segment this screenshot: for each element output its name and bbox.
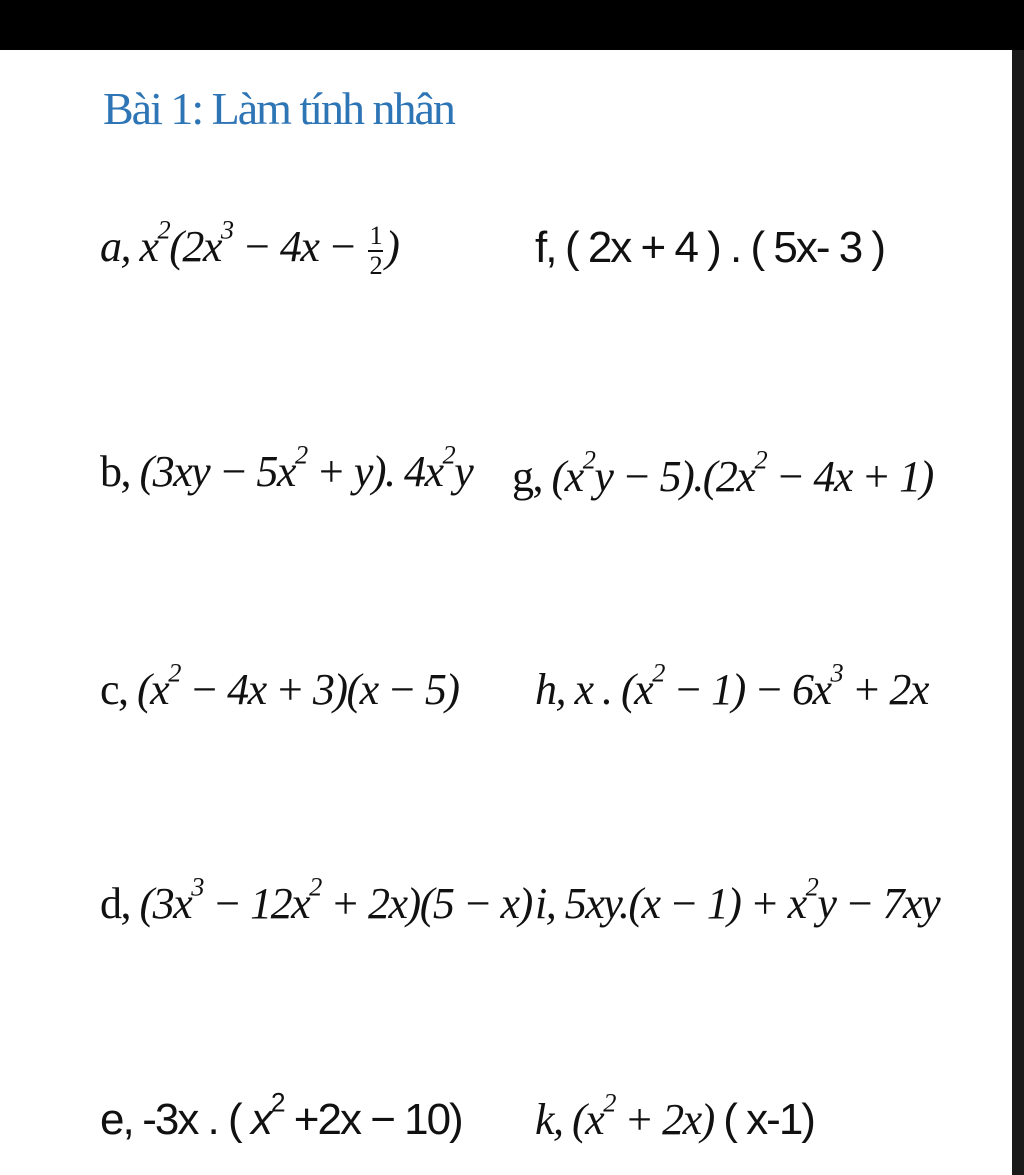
exercise-d xyxy=(100,871,532,928)
exercise-i xyxy=(535,871,940,928)
exercise-d-expression: $(3x^3 - 12x^2 + 2x)(5 - x)$ xyxy=(139,871,532,928)
worksheet-page xyxy=(0,50,1012,1175)
exercise-h-label: h, xyxy=(535,665,565,714)
top-black-bar xyxy=(0,0,1024,50)
exercise-c-label: c, xyxy=(100,665,128,714)
exercise-i-expression: $5xy.(x - 1) + x^2y - 7xy$ xyxy=(564,871,940,928)
exercise-b-expression: $(3xy - 5x^2 + y)$. $4x^2y$ xyxy=(139,439,473,496)
exercise-g xyxy=(512,444,933,501)
exercise-f-expression: ( 2x + 4 ) . ( 5x- 3 ) xyxy=(564,223,885,272)
exercise-k-expression: $(x^2 + 2x)$ ( x-1) xyxy=(572,1087,814,1144)
exercise-g-label: g, xyxy=(512,452,542,501)
exercise-e-label: e, xyxy=(100,1095,133,1144)
exercise-e xyxy=(100,1087,462,1144)
exercise-h xyxy=(535,657,928,714)
exercise-d-label: d, xyxy=(100,879,130,928)
exercise-k xyxy=(535,1087,814,1144)
exercise-a-expression: $x^2(2x^3 - 4x$ − $\frac{1}{2}$ ) xyxy=(139,214,399,280)
exercise-k-label: k, xyxy=(535,1095,563,1144)
exercise-c xyxy=(100,657,459,714)
exercise-a xyxy=(100,214,399,280)
exercise-h-expression: x . $(x^2 - 1) - 6x^3 + 2x$ xyxy=(574,657,928,714)
exercise-f xyxy=(535,223,885,272)
exercise-f-label: f, xyxy=(535,223,556,272)
exercise-c-expression: $(x^2 - 4x + 3)(x - 5)$ xyxy=(137,657,459,714)
exercise-b xyxy=(100,439,473,496)
worksheet-title: Bài 1: Làm tính nhân xyxy=(103,83,454,134)
exercise-i-label: i, xyxy=(535,879,556,928)
exercise-e-expression: -3x . ( $x^2 +2x - 10$) xyxy=(142,1087,462,1144)
exercise-b-label: b, xyxy=(100,447,130,496)
exercise-a-label: a, xyxy=(100,221,130,271)
exercise-g-expression: $(x^2y - 5).(2x^2 - 4x + 1)$ xyxy=(551,444,933,501)
page-right-edge xyxy=(1012,50,1024,1175)
